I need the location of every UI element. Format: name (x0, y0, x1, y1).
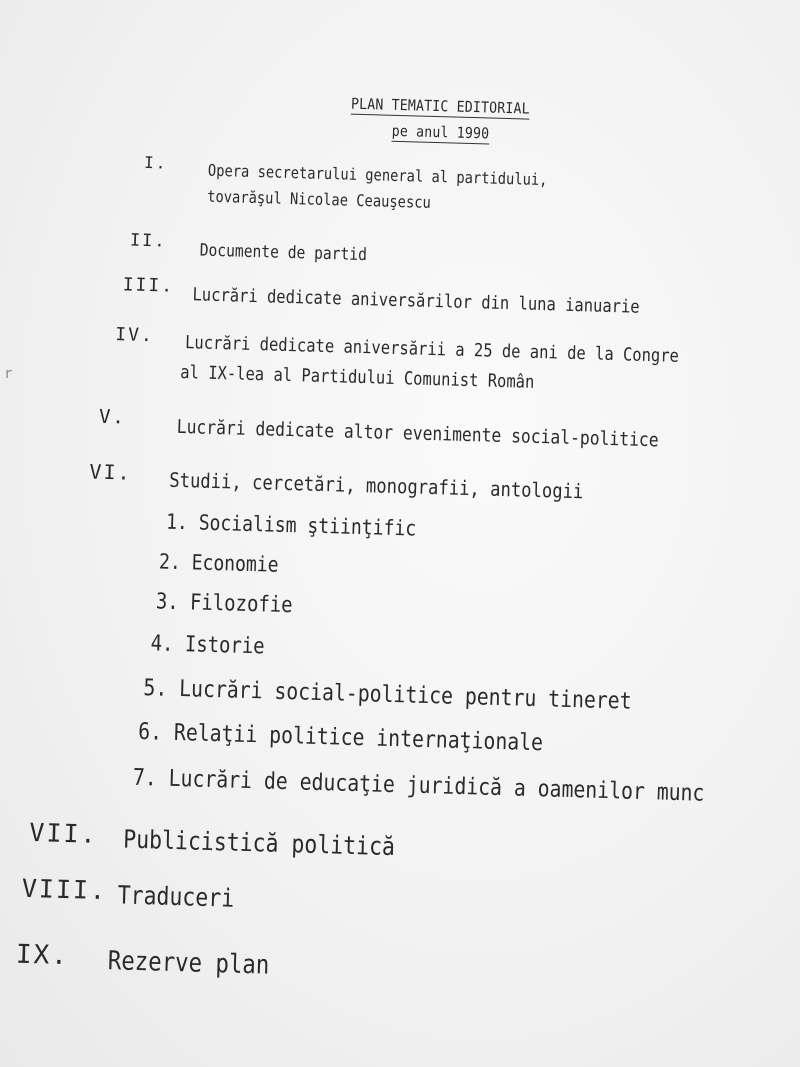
subsection-label: Lucrări de educaţie juridică a oamenilor munc (168, 765, 705, 807)
subsection-2 (159, 549, 279, 576)
subsection-number: 7. (132, 764, 158, 792)
section-numeral-6: VI. (89, 459, 132, 485)
subsection-number: 5. (143, 675, 168, 702)
section-text-1-line-1: Opera secretarului general al partidului, (207, 160, 548, 190)
subsection-5 (143, 675, 632, 715)
subsection-label: Lucrări social-politice pentru tineret (178, 676, 632, 715)
section-text-9: Rezerve plan (107, 946, 270, 981)
subsection-1 (166, 510, 417, 541)
section-text-4-line-2: al IX-lea al Partidului Comunist Român (180, 361, 535, 393)
subsection-label: Relaţii politice internaţionale (173, 719, 544, 757)
section-text-6: Studii, cercetări, monografii, antologii (168, 467, 584, 504)
subsection-label: Economie (191, 550, 279, 577)
section-numeral-1: I. (143, 152, 168, 173)
section-text-3: Lucrări dedicate aniversărilor din luna ianuarie (192, 284, 640, 318)
subsection-3 (156, 589, 293, 618)
subsection-number: 2. (158, 549, 182, 575)
section-text-4-line-1: Lucrări dedicate aniversării a 25 de ani de la Congre (184, 332, 680, 367)
section-numeral-5: V. (98, 405, 127, 429)
section-numeral-3: III. (122, 274, 175, 297)
document-subtitle: pe anul 1990 (391, 121, 490, 143)
subsection-number: 3. (155, 589, 180, 616)
section-numeral-9: IX. (15, 939, 70, 972)
subsection-number: 6. (137, 718, 163, 746)
section-numeral-2: II. (129, 230, 167, 252)
subsection-label: Socialism ştiinţific (198, 510, 417, 541)
section-text-7: Publicistică politică (122, 824, 396, 862)
subsection-label: Istorie (184, 632, 265, 660)
section-text-2: Documente de partid (199, 240, 368, 266)
section-numeral-4: IV. (115, 324, 155, 347)
subsection-4 (150, 631, 265, 659)
subsection-label: Filozofie (189, 590, 293, 619)
subsection-6 (138, 719, 543, 756)
section-numeral-8: VIII. (21, 873, 108, 906)
document-heading (325, 94, 556, 152)
subsection-7 (133, 765, 705, 807)
section-text-5: Lucrări dedicate altor evenimente social-politice (176, 415, 659, 452)
subsection-number: 1. (165, 509, 189, 535)
section-numeral-7: VII. (28, 817, 99, 849)
document-title: PLAN TEMATIC EDITORIAL (351, 94, 531, 118)
margin-mark: r (4, 366, 13, 382)
section-text-1-line-2: tovarăşul Nicolae Ceauşescu (206, 186, 432, 212)
section-text-8: Traduceri (117, 880, 235, 913)
subsection-number: 4. (150, 631, 174, 657)
